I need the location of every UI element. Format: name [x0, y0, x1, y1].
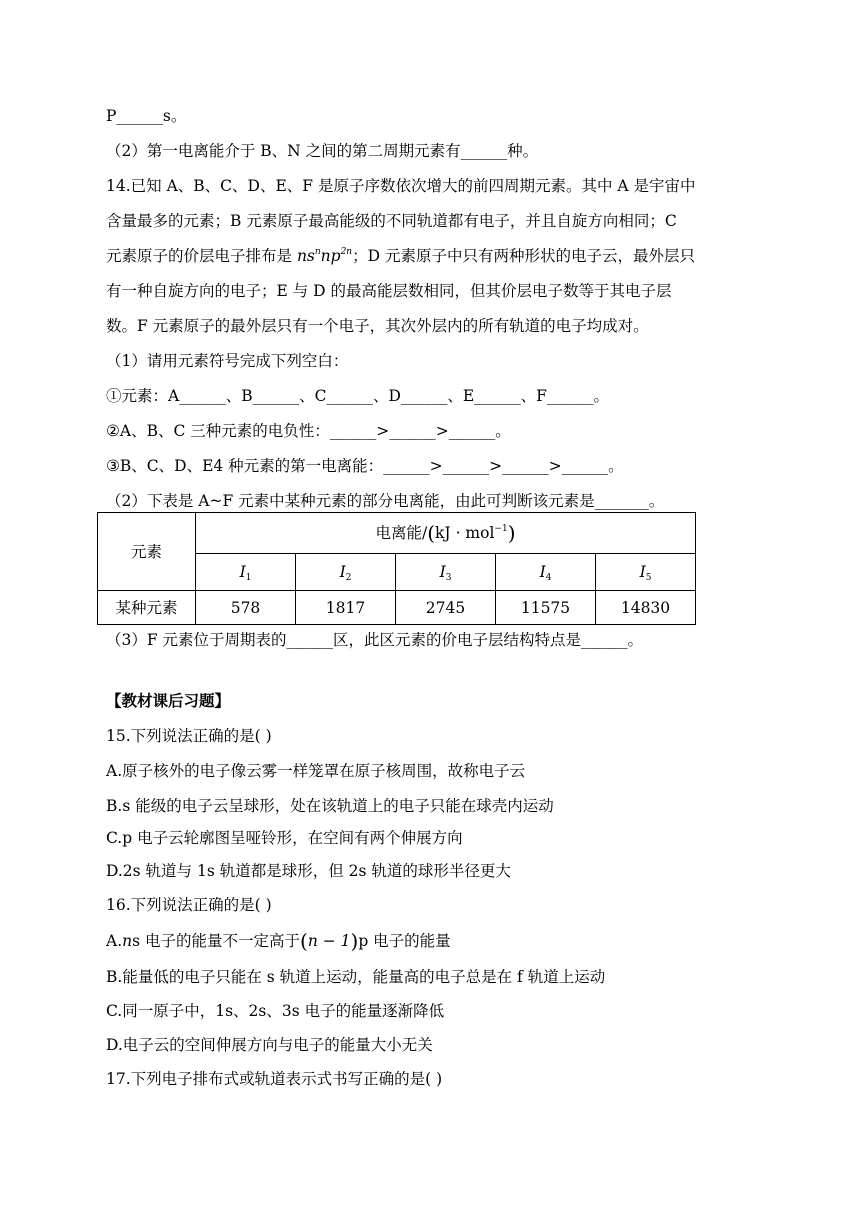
- text-segment: 元素原子的价层电子排布是: [106, 247, 297, 265]
- text-line: （1）请用元素符号完成下列空白：: [106, 352, 349, 370]
- text-segment: ；D 元素原子中只有两种形状的电子云，最外层只: [352, 247, 695, 265]
- text-line: （3）F 元素位于周期表的______区，此区元素的价电子层结构特点是______。: [106, 631, 644, 649]
- table-cell: 2745: [396, 591, 496, 625]
- text-line: （2）下表是 A~F 元素中某种元素的部分电离能，由此可判断该元素是_______。: [106, 492, 665, 510]
- text-line: ②A、B、C 三种元素的电负性：______>______>______。: [106, 422, 511, 440]
- text-line: [106, 245, 695, 267]
- question-16-stem: 16.下列说法正确的是( ): [106, 896, 272, 914]
- question-17-stem: 17.下列电子排布式或轨道表示式书写正确的是( ): [106, 1070, 443, 1088]
- table-header-i2: $I_2$: [296, 554, 396, 591]
- option-d: D.电子云的空间伸展方向与电子的能量大小无关: [106, 1036, 433, 1054]
- text-line: P______s。: [106, 107, 187, 125]
- table-header-i1: $I_1$: [196, 554, 296, 591]
- text-line: ③B、C、D、E4 种元素的第一电离能：______>______>______>______。: [106, 457, 624, 475]
- text-line: （2）第一电离能介于 B、N 之间的第二周期元素有______种。: [106, 142, 539, 160]
- table-header-i3: $I_3$: [396, 554, 496, 591]
- option-d: D.2s 轨道与 1s 轨道都是球形，但 2s 轨道的球形半径更大: [106, 862, 511, 880]
- text-line: 含量最多的元素；B 元素原子最高能级的不同轨道都有电子，并且自旋方向相同；C: [106, 212, 677, 230]
- text-line: ①元素：A______、B______、C______、D______、E______、F______。: [106, 387, 609, 405]
- table-row-label: 某种元素: [98, 591, 196, 625]
- option-b: B.s 能级的电子云呈球形，处在该轨道上的电子只能在球壳内运动: [106, 797, 554, 815]
- table-cell: 1817: [296, 591, 396, 625]
- table-cell: 11575: [496, 591, 596, 625]
- table-cell: 14830: [596, 591, 696, 625]
- option-c: C.p 电子云轮廓图呈哑铃形，在空间有两个伸展方向: [106, 829, 463, 847]
- text-line: 有一种自旋方向的电子；E 与 D 的最高能层数相同，但其价层电子数等于其电子层: [106, 282, 672, 300]
- table-header-i5: $I_5$: [596, 554, 696, 591]
- section-heading: 【教材课后习题】: [106, 691, 231, 710]
- table-column-group: 电离能/(kJ · mol$^{-1}$): [196, 513, 696, 554]
- option-c: C.同一原子中，1s、2s、3s 电子的能量逐渐降低: [106, 1002, 445, 1020]
- table-cell: 578: [196, 591, 296, 625]
- formula-sup: 2n: [340, 247, 353, 257]
- option-b: B.能量低的电子只能在 s 轨道上运动，能量高的电子总是在 f 轨道上运动: [106, 968, 606, 986]
- ionization-energy-table: [97, 512, 696, 625]
- option-a: A.原子核外的电子像云雾一样笼罩在原子核周围，故称电子云: [106, 762, 526, 780]
- text-line: 数。F 元素原子的最外层只有一个电子，其次外层内的所有轨道的电子均成对。: [106, 317, 649, 335]
- table-row-header: 元素: [98, 513, 196, 591]
- question-15-stem: 15.下列说法正确的是( ): [106, 727, 272, 745]
- formula-np: np: [320, 247, 341, 265]
- question-14-stem: 14.已知 A、B、C、D、E、F 是原子序数依次增大的前四周期元素。其中 A 是宇宙中: [106, 177, 696, 195]
- table-header-i4: $I_4$: [496, 554, 596, 591]
- formula-sup: n: [314, 247, 321, 257]
- formula-ns: ns: [296, 247, 315, 265]
- option-a: A.ns 电子的能量不一定高于(n − 1)p 电子的能量: [106, 929, 451, 953]
